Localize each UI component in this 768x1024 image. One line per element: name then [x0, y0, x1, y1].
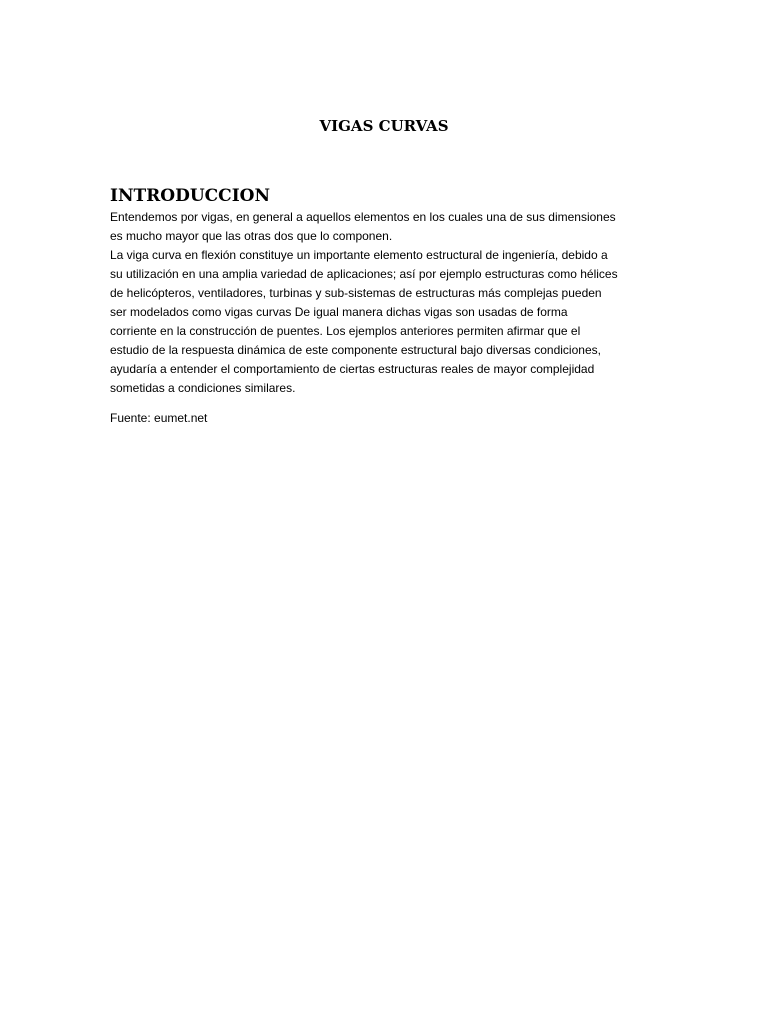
paragraph-line: ayudaría a entender el comportamiento de ciertas estructuras reales de mayor complejidad: [110, 362, 595, 376]
introduction-paragraph: [110, 208, 670, 398]
section-heading-introduccion: INTRODUCCION: [110, 186, 271, 206]
document-title: VIGAS CURVAS: [319, 117, 449, 135]
paragraph-line: La viga curva en flexión constituye un importante elemento estructural de ingeniería, debido a: [110, 248, 608, 262]
paragraph-line: de helicópteros, ventiladores, turbinas y sub-sistemas de estructuras más complejas pueden: [110, 286, 602, 300]
source-citation: Fuente: eumet.net: [110, 411, 208, 425]
paragraph-line: su utilización en una amplia variedad de aplicaciones; así por ejemplo estructuras como hélices: [110, 267, 618, 281]
paragraph-line: es mucho mayor que las otras dos que lo componen.: [110, 229, 393, 243]
paragraph-line: estudio de la respuesta dinámica de este componente estructural bajo diversas condiciones,: [110, 343, 601, 357]
paragraph-line: corriente en la construcción de puentes. Los ejemplos anteriores permiten afirmar que el: [110, 324, 581, 338]
paragraph-line: sometidas a condiciones similares.: [110, 381, 296, 395]
paragraph-line: ser modelados como vigas curvas De igual manera dichas vigas son usadas de forma: [110, 305, 568, 319]
paragraph-line: Entendemos por vigas, en general a aquellos elementos en los cuales una de sus dimensiones: [110, 210, 616, 224]
